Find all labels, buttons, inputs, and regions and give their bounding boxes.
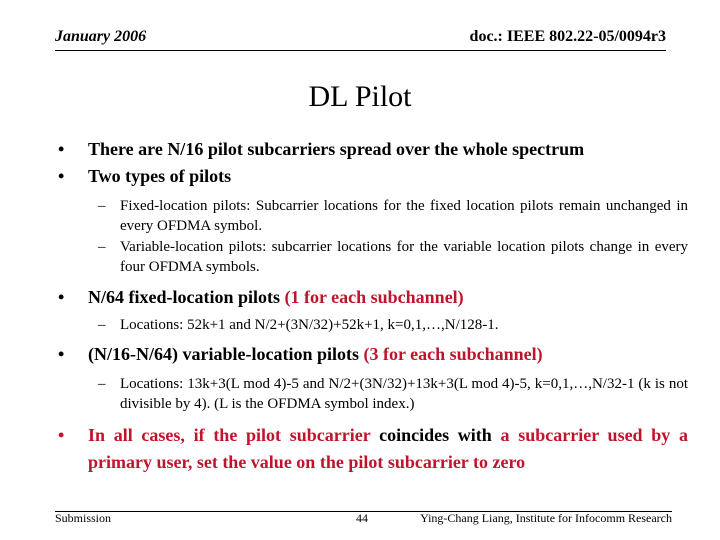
bullet-1 xyxy=(58,136,688,163)
bullet-2-sub-2 xyxy=(58,237,688,277)
bullet-3 xyxy=(58,284,688,311)
bullet-4-sub-1 xyxy=(58,374,688,414)
header-divider xyxy=(55,50,666,51)
bullet-3-text: N/64 fixed-location pilots xyxy=(88,287,280,307)
header-date: January 2006 xyxy=(55,28,147,45)
bullet-3-sub-1 xyxy=(58,315,688,335)
bullet-2-sub-2-text: Variable-location pilots: subcarrier locations for the variable location pilots change in every four OFDMA symbols. xyxy=(120,239,688,275)
bullet-4-note: (3 for each subchannel) xyxy=(363,344,543,364)
slide-content xyxy=(58,136,688,476)
sub-bullet-dash: – xyxy=(98,239,106,255)
footer-submission: Submission xyxy=(55,511,112,525)
sub-bullet-dash: – xyxy=(98,376,106,392)
header-doc-id: doc.: IEEE 802.22-05/0094r3 xyxy=(469,28,666,45)
bullet-marker: • xyxy=(58,425,65,445)
sub-bullet-dash: – xyxy=(98,198,106,214)
bullet-marker: • xyxy=(58,287,65,307)
bullet-3-sub-1-text: Locations: 52k+1 and N/2+(3N/32)+52k+1, k=0,1,…,N/128-1. xyxy=(120,317,499,333)
bullet-2-sub-1-text: Fixed-location pilots: Subcarrier locations for the fixed location pilots remain unchanged in every OFDMA symbol. xyxy=(120,198,688,234)
bullet-marker: • xyxy=(58,344,65,364)
footer-page-number: 44 xyxy=(356,511,368,525)
bullet-4 xyxy=(58,341,688,368)
bullet-5 xyxy=(58,422,688,476)
bullet-2-sub-1 xyxy=(58,196,688,236)
bullet-1-text: There are N/16 pilot subcarriers spread over the whole spectrum xyxy=(88,139,585,159)
bullet-marker: • xyxy=(58,166,65,186)
bullet-marker: • xyxy=(58,139,65,159)
footer-author: Ying-Chang Liang, Institute for Infocomm Research xyxy=(420,511,672,525)
bullet-4-sub-1-text: Locations: 13k+3(L mod 4)-5 and N/2+(3N/32)+13k+3(L mod 4)-5, k=0,1,…,N/32-1 (k is not divisible by 4). (L is the OFDMA symbol index.) xyxy=(120,376,688,412)
bullet-2 xyxy=(58,163,688,190)
slide-title: DL Pilot xyxy=(308,80,412,113)
bullet-3-note: (1 for each subchannel) xyxy=(284,287,464,307)
sub-bullet-dash: – xyxy=(98,317,106,333)
bullet-5-part-1: In all cases, if the pilot subcarrier xyxy=(88,425,371,445)
bullet-2-text: Two types of pilots xyxy=(88,166,232,186)
bullet-5-part-3: a subcarrier used by a primary user, set the value on the pilot subcarrier to zero xyxy=(88,425,688,472)
bullet-4-text: (N/16-N/64) variable-location pilots xyxy=(88,344,359,364)
bullet-5-part-2: coincides with xyxy=(379,425,492,445)
